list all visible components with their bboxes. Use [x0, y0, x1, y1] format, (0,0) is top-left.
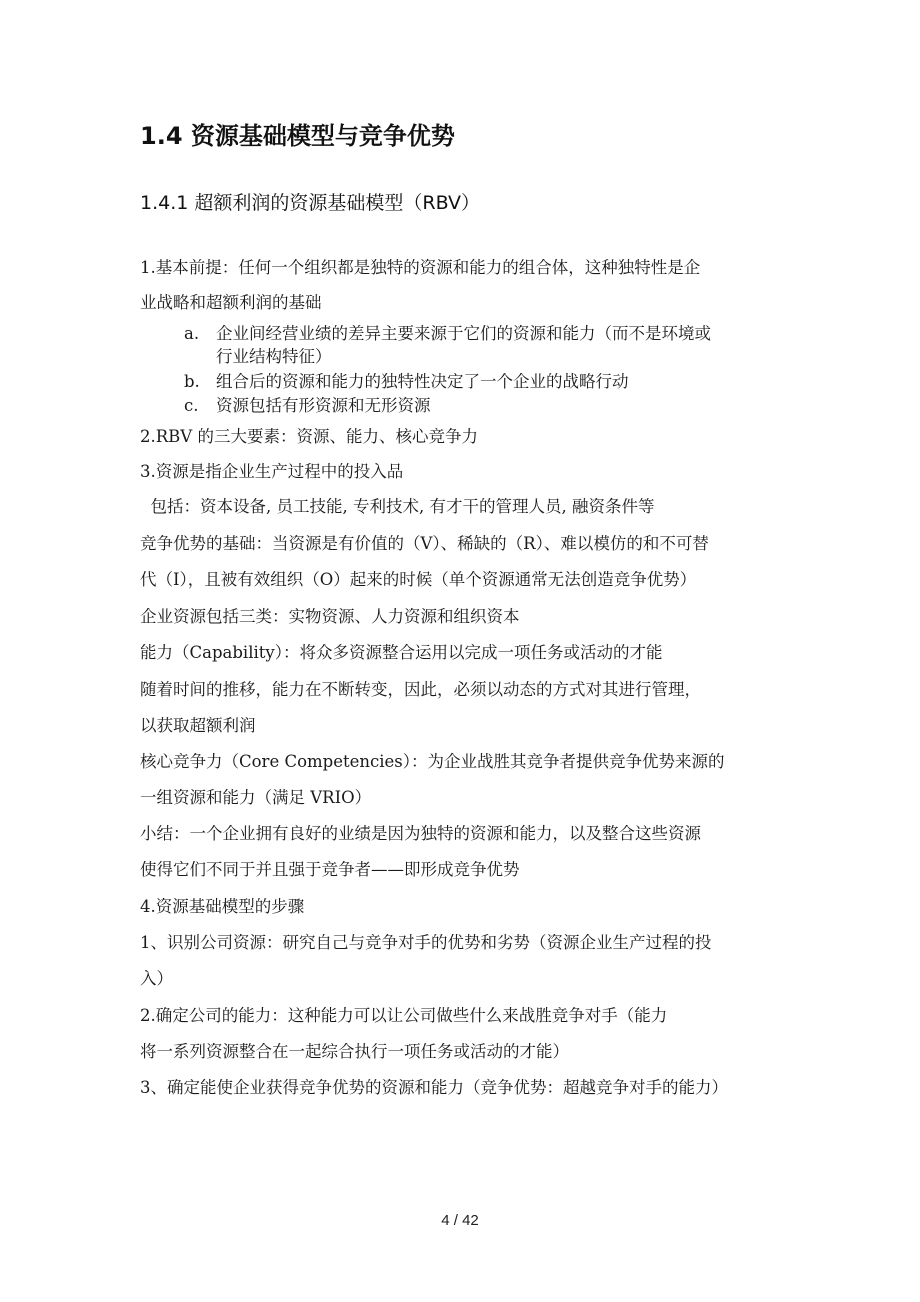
list-item-text: 资源包括有形资源和无形资源	[216, 396, 431, 415]
body-line: 随着时间的推移，能力在不断转变，因此，必须以动态的方式对其进行管理，	[140, 680, 701, 699]
intro-line-1: 1.基本前提：任何一个组织都是独特的资源和能力的组合体，这种独特性是企	[140, 258, 701, 277]
subsection-heading: 1.4.1 超额利润的资源基础模型（RBV）	[140, 192, 481, 214]
list-item-text: 企业间经营业绩的差异主要来源于它们的资源和能力（而不是环境或	[216, 324, 711, 343]
section-heading: 1.4 资源基础模型与竞争优势	[140, 122, 455, 150]
body-line: 2.RBV 的三大要素：资源、能力、核心竞争力	[140, 427, 478, 446]
list-item-text: 组合后的资源和能力的独特性决定了一个企业的战略行动	[216, 372, 629, 391]
list-marker: c.	[184, 396, 199, 415]
body-line: 核心竞争力（Core Competencies）：为企业战胜其竞争者提供竞争优势来源的	[140, 752, 725, 771]
body-line: 一组资源和能力（满足 VRIO）	[140, 788, 372, 807]
body-line: 以获取超额利润	[140, 716, 256, 735]
body-line: 1、识别公司资源：研究自己与竞争对手的优势和劣势（资源企业生产过程的投	[140, 933, 712, 952]
body-line: 3.资源是指企业生产过程中的投入品	[140, 462, 404, 481]
list-item-text: 行业结构特征）	[216, 347, 332, 366]
list-marker: b.	[184, 372, 200, 391]
body-line: 3、确定能使企业获得竞争优势的资源和能力（竞争优势：超越竞争对手的能力）	[140, 1078, 728, 1097]
body-line: 能力（Capability）：将众多资源整合运用以完成一项任务或活动的才能	[140, 643, 663, 662]
body-line: 小结：一个企业拥有良好的业绩是因为独特的资源和能力，以及整合这些资源	[140, 824, 701, 843]
body-line: 入）	[140, 969, 173, 988]
body-line: 代（I），且被有效组织（O）起来的时候（单个资源通常无法创造竞争优势）	[140, 570, 697, 589]
body-line: 4.资源基础模型的步骤	[140, 897, 305, 916]
body-line: 企业资源包括三类：实物资源、人力资源和组织资本	[140, 607, 520, 626]
intro-line-2: 业战略和超额利润的基础	[140, 293, 322, 312]
body-line: 包括：资本设备, 员工技能, 专利技术, 有才干的管理人员, 融资条件等	[140, 497, 655, 516]
page-number: 4 / 42	[441, 1212, 479, 1229]
body-line: 使得它们不同于并且强于竞争者——即形成竞争优势	[140, 860, 520, 879]
body-line: 2.确定公司的能力：这种能力可以让公司做些什么来战胜竞争对手（能力	[140, 1006, 668, 1025]
body-line: 竞争优势的基础：当资源是有价值的（V）、稀缺的（R）、难以模仿的和不可替	[140, 534, 709, 553]
body-line: 将一系列资源整合在一起综合执行一项任务或活动的才能）	[140, 1042, 569, 1061]
list-marker: a.	[184, 324, 200, 343]
